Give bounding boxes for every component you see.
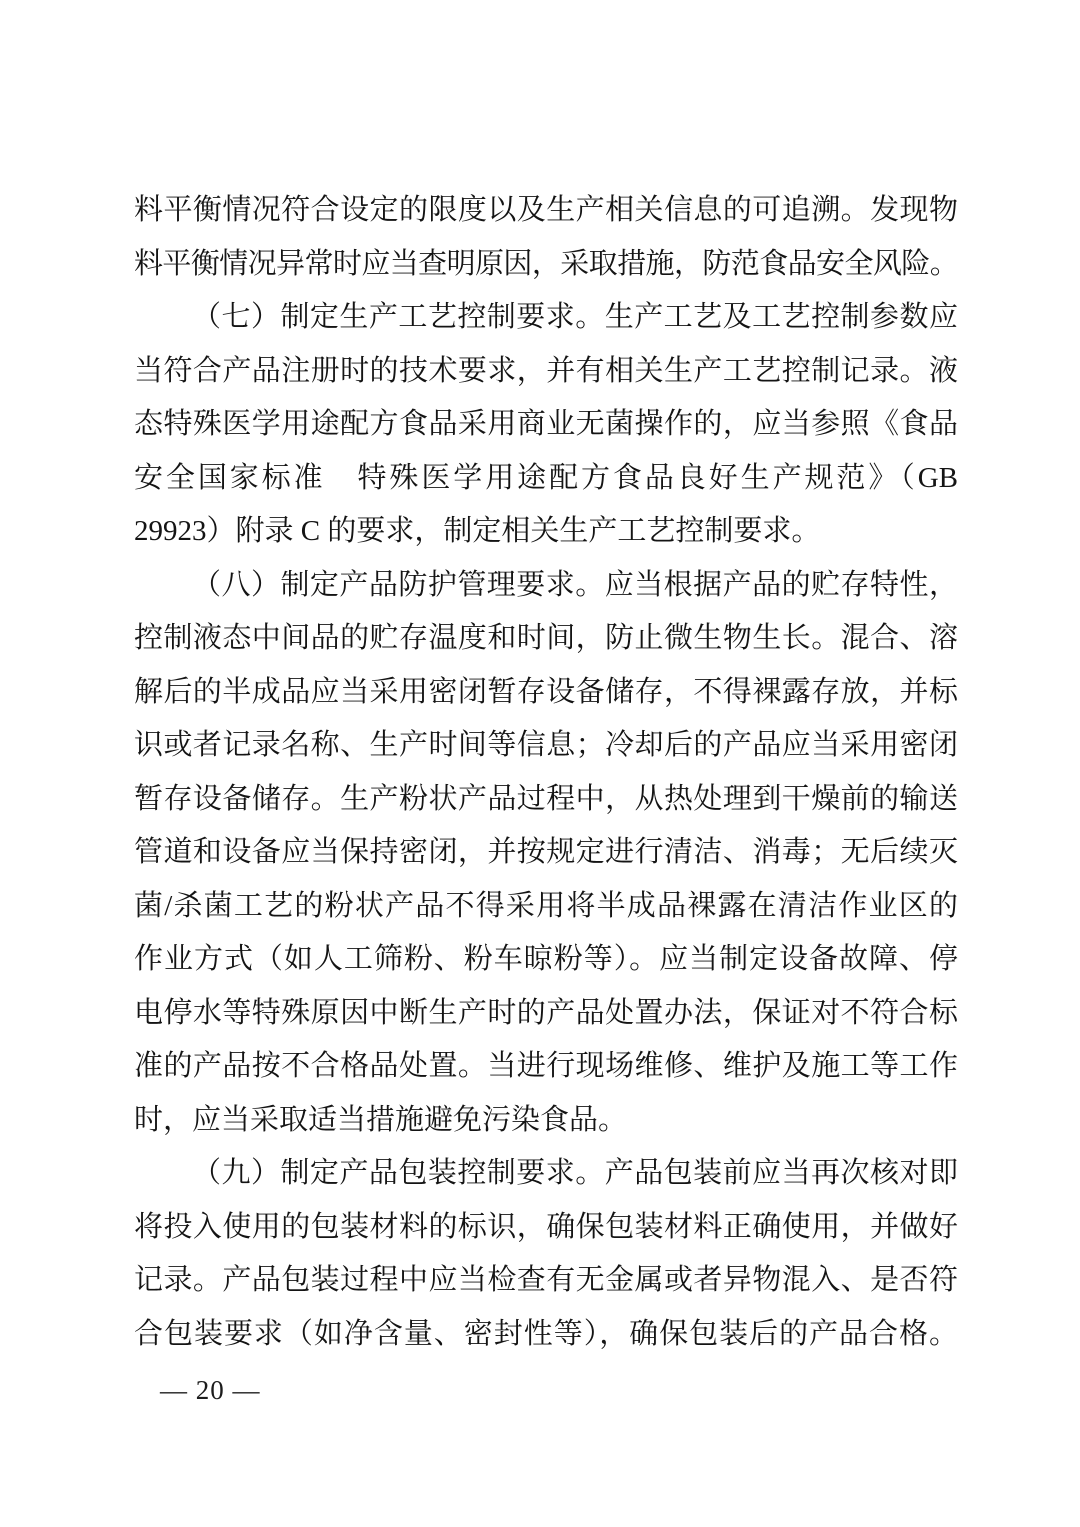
- text-line: （八）制定产品防护管理要求。应当根据产品的贮存特性，: [192, 568, 958, 601]
- paragraph-item-8: [134, 559, 958, 1148]
- text-line: （九）制定产品包装控制要求。产品包装前应当再次核对即: [192, 1157, 958, 1189]
- text-line: 态特殊医学用途配方食品采用商业无菌操作的，应当参照《食品: [134, 408, 958, 440]
- text-line: 当符合产品注册时的技术要求，并有相关生产工艺控制记录。液: [134, 354, 958, 387]
- text-line: （七）制定生产工艺控制要求。生产工艺及工艺控制参数应: [192, 301, 958, 333]
- document-body: [134, 184, 958, 1361]
- text-line: 合包装要求（如净含量、密封性等），确保包装后的产品合格。: [134, 1317, 958, 1350]
- paragraph-continuation: [134, 184, 958, 291]
- text-line: 将投入使用的包装材料的标识，确保包装材料正确使用，并做好: [134, 1210, 958, 1243]
- text-line: 料平衡情况符合设定的限度以及生产相关信息的可追溯。发现物: [134, 194, 958, 226]
- text-line: 电停水等特殊原因中断生产时的产品处置办法，保证对不符合标: [134, 996, 958, 1029]
- text-line: 暂存设备储存。生产粉状产品过程中，从热处理到干燥前的输送: [134, 782, 958, 815]
- text-line: 识或者记录名称、生产时间等信息；冷却后的产品应当采用密闭: [134, 729, 958, 761]
- text-line: 29923）附录 C 的要求，制定相关生产工艺控制要求。: [134, 515, 821, 547]
- text-line: 作业方式（如人工筛粉、粉车晾粉等）。应当制定设备故障、停: [134, 943, 958, 975]
- text-line: 管道和设备应当保持密闭，并按规定进行清洁、消毒；无后续灭: [134, 836, 958, 868]
- paragraph-item-9: [134, 1147, 958, 1361]
- text-line: 控制液态中间品的贮存温度和时间，防止微生物生长。混合、溶: [134, 622, 958, 654]
- text-line: 料平衡情况异常时应当查明原因，采取措施，防范食品安全风险。: [134, 247, 958, 280]
- text-line: 记录。产品包装过程中应当检查有无金属或者异物混入、是否符: [134, 1264, 958, 1296]
- page-footer: [160, 1374, 261, 1406]
- page-number: — 20 —: [160, 1375, 261, 1405]
- text-line: 菌/杀菌工艺的粉状产品不得采用将半成品裸露在清洁作业区的: [134, 889, 958, 922]
- text-line: 安全国家标准 特殊医学用途配方食品良好生产规范》（GB: [134, 461, 958, 494]
- text-line: 解后的半成品应当采用密闭暂存设备储存，不得裸露存放，并标: [134, 675, 958, 708]
- text-line: 时，应当采取适当措施避免污染食品。: [134, 1103, 628, 1136]
- paragraph-item-7: [134, 291, 958, 559]
- text-line: 准的产品按不合格品处置。当进行现场维修、维护及施工等工作: [134, 1050, 958, 1082]
